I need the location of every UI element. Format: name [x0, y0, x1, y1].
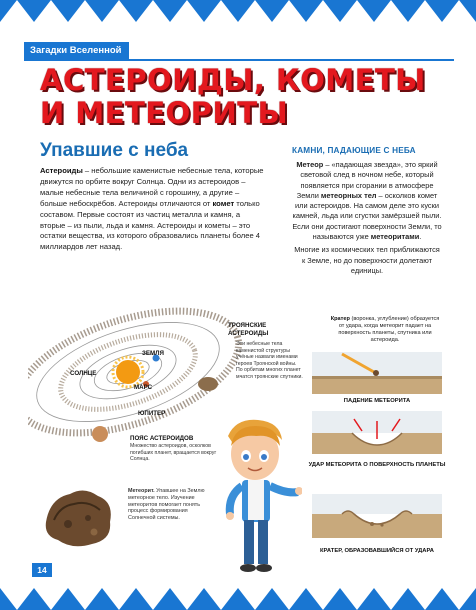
meteorite-term: Метеорит. — [128, 488, 155, 494]
meteor-text-2: – осколков комет или астероидов. На самом деле это куски камней, льда или сгустки замёрзшей пыли. Если они достигают поверхности Земли, то называются уже — [292, 190, 442, 242]
bottom-zigzag-border — [0, 576, 476, 610]
label-sun: СОЛНЦЕ — [70, 370, 97, 377]
meteor-text-3: . — [419, 232, 422, 242]
zigzag-triangle — [153, 588, 187, 610]
zigzag-triangle — [391, 588, 425, 610]
label-jupiter: ЮПИТЕР — [138, 410, 166, 417]
zigzag-triangle — [85, 588, 119, 610]
crater-illustration — [312, 492, 442, 538]
label-mars: МАРС — [134, 384, 153, 391]
crater-term: Кратер — [330, 316, 350, 322]
section-divider — [24, 59, 454, 61]
intro-paragraph — [40, 166, 265, 253]
label-earth: ЗЕМЛЯ — [142, 350, 164, 357]
page-title — [40, 64, 460, 130]
belt-heading: ПОЯС АСТЕРОИДОВ — [130, 435, 194, 442]
intro-term-comets: комет — [212, 198, 235, 208]
boy-illustration — [206, 418, 302, 578]
meteorite-caption — [128, 488, 208, 522]
page-number: 14 — [32, 563, 52, 577]
title-line-1: АСТЕРОИДЫ, КОМЕТЫ — [40, 63, 426, 97]
top-zigzag-border — [0, 0, 476, 40]
meteor-p1 — [292, 160, 442, 242]
zigzag-triangle — [323, 588, 357, 610]
intro-term: Астероиды — [40, 166, 83, 175]
intro-text-1: – небольшие каменистые небесные тела, которые движутся по орбите вокруг Солнца. Одни из астероидов – малые небесные тела величиной с горошину, а другие – больше небоскрёбов. Астероиды отличаются от — [40, 166, 264, 208]
meteor-paragraph — [292, 160, 442, 279]
zigzag-triangle — [119, 588, 153, 610]
meteor-fall-illustration — [312, 352, 442, 394]
meteor-bodies-term: метеорных тел — [320, 190, 377, 200]
crater-desc: (воронка, углубление) образуется от удара, когда метеорит падает на поверхность планеты, спутника или астероида. — [338, 316, 440, 343]
section-tag: Загадки Вселенной — [24, 42, 129, 59]
zigzag-triangle — [255, 588, 289, 610]
meteor-term: Метеор — [296, 160, 324, 169]
intro-text-2: только составом. Первые состоят из частиц металла и камня, а вторые – из пыли, льда и камня. Астероиды и кометы – это остатки вещества, из которого образовались планеты более 4 миллиардов лет назад. — [40, 198, 260, 252]
zigzag-triangle — [425, 588, 459, 610]
subtitle: Упавшие с неба — [40, 140, 189, 161]
zigzag-triangle — [187, 588, 221, 610]
belt-text: Множество астероидов, осколков погибших планет, вращается вокруг Солнца. — [130, 443, 217, 463]
title-line-2: И МЕТЕОРИТЫ — [40, 96, 289, 130]
trojan-heading: ТРОЯНСКИЕ АСТЕРОИДЫ — [228, 322, 269, 337]
zigzag-triangle — [17, 588, 51, 610]
zigzag-triangle — [459, 588, 476, 610]
caption-meteor-fall: ПАДЕНИЕ МЕТЕОРИТА — [343, 398, 411, 404]
caption-meteor-impact: УДАР МЕТЕОРИТА О ПОВЕРХНОСТЬ ПЛАНЕТЫ — [308, 462, 446, 468]
zigzag-triangle — [289, 588, 323, 610]
zigzag-triangle — [357, 588, 391, 610]
zigzag-triangle — [51, 588, 85, 610]
meteorite-image — [40, 480, 118, 552]
meteorites-term: метеоритами — [370, 232, 420, 242]
right-heading: КАМНИ, ПАДАЮЩИЕ С НЕБА — [292, 146, 416, 155]
trojan-text: Эти небесные тела каменистой структуры учёные назвали именами героев Троянской войны. По орбитам многих планет мчатся троянские спутники. — [236, 341, 303, 380]
meteorite-desc: Упавшее на Землю метеорное тело. Изучение метеоритов помогает понять процесс формирования Солнечной системы. — [128, 488, 205, 522]
zigzag-triangle — [0, 588, 17, 610]
meteor-p2: Многие из космических тел приближаются к Земле, но до поверхности долетают единицы. — [294, 245, 440, 275]
caption-crater: КРАТЕР, ОБРАЗОВАВШИЙСЯ ОТ УДАРА — [320, 548, 434, 554]
meteor-text-1: – «падающая звезда», это яркий световой след в ночном небе, который появляется при сгорании в атмосфере Земли — [296, 160, 438, 200]
meteor-impact-illustration — [312, 410, 442, 454]
zigzag-triangle — [221, 588, 255, 610]
crater-definition — [330, 316, 440, 344]
